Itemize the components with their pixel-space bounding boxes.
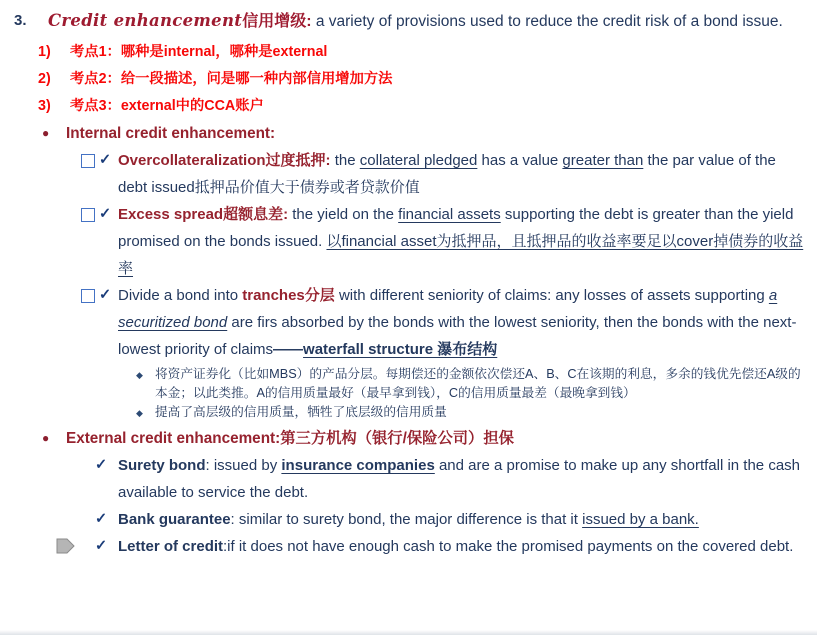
checkmark-icon: ✓ [95,511,108,527]
item-text: are firs absorbed by the bonds with the lowest seniority, then the bonds with the next- lowest priority of claims [118,314,797,358]
checkmark-icon: ✓ [95,457,108,473]
list-item-bank-guarantee [0,506,817,533]
sub-point-1-text: 将资产证券化（比如MBS）的产品分层。每期偿还的金额依次偿还A、B、C在该期的利息，多余的钱优先偿还A级的本金；以此类推。A的信用质量最好（最早拿到钱），C的信用质量最差（最晚拿到钱） [155,367,801,400]
item-text: the [334,152,360,169]
title-rest: a variety of provisions used to reduce the credit risk of a bond issue. [311,13,783,30]
checkmark-icon: ✓ [99,287,112,303]
exam-point-2 [0,66,817,93]
exam-point-3-number: 3) [38,98,51,114]
item-text: the yield on the [292,206,399,223]
exam-point-3-text: 考点3：external中的CCA账户 [70,98,264,114]
item-text-underlined: financial assets [398,206,501,223]
diamond-icon: ◆ [136,408,143,418]
tranche-sub-points [0,365,817,422]
exam-point-1-text: 考点1：哪种是internal，哪种是external [70,44,328,60]
item-text: has a value [477,152,563,169]
list-item-tranches [0,282,817,363]
bullet-icon: ● [42,431,50,445]
item-text: with different seniority of claims: any losses of assets supporting [334,287,769,304]
exam-point-1-number: 1) [38,44,51,60]
title-cn-bold: 信用增级: [242,13,312,30]
item-text-bold-underlined: waterfall structure 瀑布结构 [303,341,498,358]
external-header-text: External credit enhancement:第三方机构（银行/保险公司）担保 [66,430,514,447]
list-item-excess-spread [0,201,817,282]
title-number: 3. [14,12,27,29]
internal-header-text: Internal credit enhancement: [66,125,276,142]
exam-point-2-text: 考点2：给一段描述，问是哪一种内部信用增加方法 [70,71,393,87]
item-text-underlined: issued by a bank. [582,511,699,528]
checkbox-icon [81,289,95,303]
list-item-letter-of-credit [0,533,817,560]
internal-section-header [0,120,817,147]
item-text: supporting the debt is greater than the yield promised on the bonds issued. [118,206,794,250]
item-text-underlined: 以financial asset为抵押品，且抵押品的收益率要足以cover掉债券的收益率 [118,233,804,277]
list-item-surety-bond [0,452,817,506]
item-text-underlined: collateral pledged [359,152,478,169]
item-term: tranches分层 [242,287,335,304]
item-text: :if it does not have enough cash to make the promised payments on the covered debt. [223,538,794,555]
checkmark-icon: ✓ [99,206,112,222]
sub-point-1 [0,365,817,403]
exam-points [0,39,817,120]
item-text: : similar to surety bond, the major difference is that it [230,511,583,528]
exam-point-3 [0,93,817,120]
external-section-header [0,425,817,452]
checkmark-icon: ✓ [99,152,112,168]
checkbox-icon [81,154,95,168]
list-item-overcollateralization [0,147,817,201]
checkmark-icon: ✓ [95,538,108,554]
title-script-text: Credit enhancement [48,11,243,30]
cursor-arrow-icon [56,538,76,554]
item-dash: —— [273,341,304,358]
item-term: Surety bond [118,457,206,474]
item-text-bold-underlined: insurance companies [281,457,435,474]
bullet-icon: ● [42,126,50,140]
item-text: : issued by [205,457,282,474]
item-term: Letter of credit [118,538,224,555]
item-text: Divide a bond into [118,287,243,304]
item-text: the par value of the debt issued抵押品价值大于债券或者贷款价值 [118,152,776,196]
sub-point-2 [0,403,817,422]
page-bottom-divider [0,630,817,635]
sub-point-2-text: 提高了高层级的信用质量，牺牲了底层级的信用质量 [155,405,447,419]
diamond-icon: ◆ [136,370,143,380]
checkbox-icon [81,208,95,222]
item-term: Overcollateralization过度抵押: [118,152,331,169]
exam-point-1 [0,39,817,66]
item-text: and are a promise to make up any shortfall in the cash available to service the debt. [118,457,800,501]
item-text-underlined: greater than [562,152,644,169]
exam-point-2-number: 2) [38,71,51,87]
item-text-italic-underlined: a securitized bond [118,287,778,331]
item-term: Excess spread超额息差: [118,206,289,223]
title [0,7,817,36]
item-term: Bank guarantee [118,511,231,528]
